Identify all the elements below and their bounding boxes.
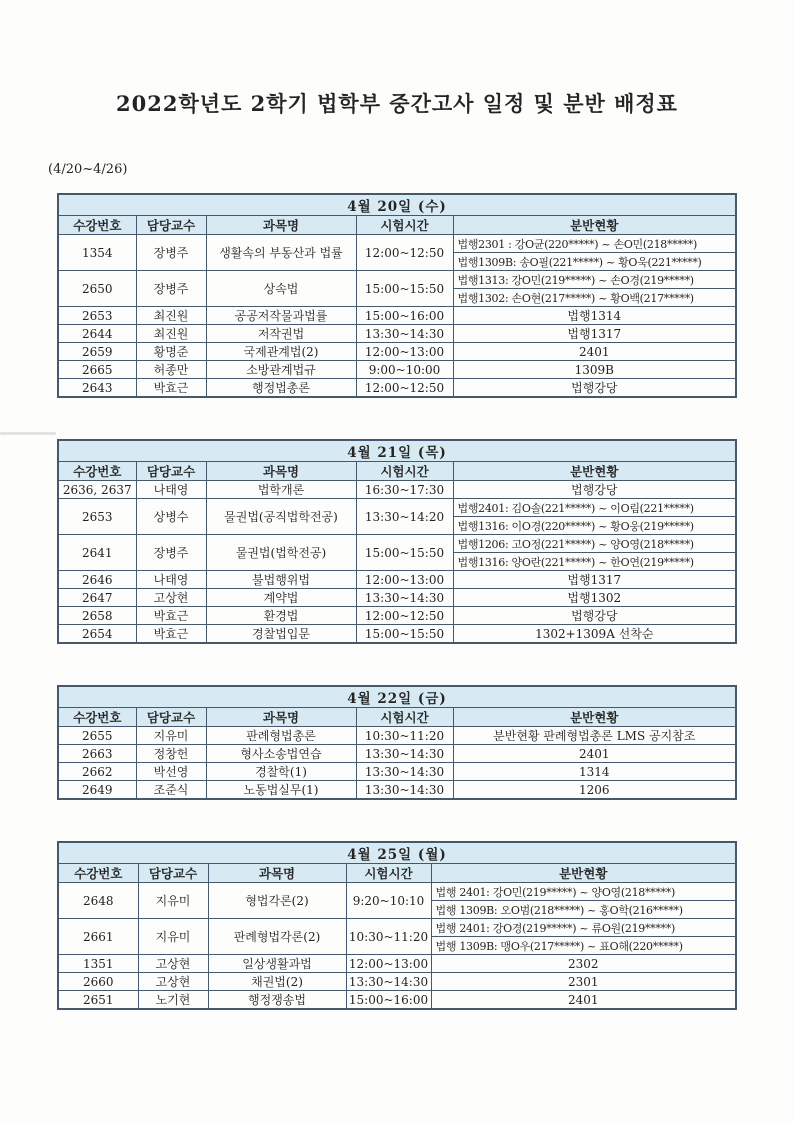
cell-assignment: 1302+1309A 선착순	[453, 625, 736, 644]
schedule-table	[57, 841, 737, 1010]
cell-assignment: 법행1302	[453, 589, 736, 607]
column-header: 과목명	[206, 708, 356, 727]
table-row	[58, 343, 736, 361]
cell-time: 15:00~16:00	[356, 307, 453, 325]
table-row	[58, 781, 736, 800]
cell-time: 16:30~17:30	[356, 481, 453, 499]
cell-assignment: 2302	[431, 955, 736, 973]
table-date-header: 4월 21일 (목)	[58, 440, 736, 462]
cell-professor: 나태영	[136, 481, 206, 499]
table-row	[58, 481, 736, 499]
column-header: 수강번호	[58, 462, 136, 481]
cell-professor: 허종만	[136, 361, 206, 379]
schedule-table	[57, 439, 737, 644]
scan-artifact	[0, 432, 56, 435]
cell-time: 9:20~10:10	[346, 883, 431, 919]
cell-course-no: 2650	[58, 271, 136, 307]
cell-time: 12:00~12:50	[356, 607, 453, 625]
table-row	[58, 955, 736, 973]
cell-subject: 형사소송법연습	[206, 745, 356, 763]
table-row	[58, 307, 736, 325]
cell-subject: 형법각론(2)	[208, 883, 346, 919]
table-row	[58, 361, 736, 379]
cell-professor: 장병주	[136, 271, 206, 307]
column-header: 분반현황	[453, 708, 736, 727]
cell-assignment: 법행1309B: 송O필(221*****) ~ 황O욱(221*****)	[453, 253, 736, 271]
cell-assignment: 법행1317	[453, 571, 736, 589]
column-header: 시험시간	[346, 864, 431, 883]
cell-professor: 황명준	[136, 343, 206, 361]
cell-time: 10:30~11:20	[346, 919, 431, 955]
cell-subject: 노동법실무(1)	[206, 781, 356, 800]
cell-subject: 불법행위법	[206, 571, 356, 589]
cell-course-no: 2636, 2637	[58, 481, 136, 499]
cell-time: 13:30~14:20	[356, 499, 453, 535]
cell-course-no: 1354	[58, 235, 136, 271]
column-header: 시험시간	[356, 708, 453, 727]
cell-professor: 장병주	[136, 235, 206, 271]
table-header-row	[58, 216, 736, 235]
cell-professor: 지유미	[138, 919, 208, 955]
cell-course-no: 1351	[58, 955, 138, 973]
cell-time: 15:00~16:00	[346, 991, 431, 1010]
cell-subject: 경찰법입문	[206, 625, 356, 644]
cell-subject: 환경법	[206, 607, 356, 625]
cell-assignment: 법행 2401: 강O민(219*****) ~ 양O영(218*****)	[431, 883, 736, 901]
table-row	[58, 379, 736, 398]
cell-course-no: 2662	[58, 763, 136, 781]
cell-professor: 박효근	[136, 625, 206, 644]
cell-subject: 채권법(2)	[208, 973, 346, 991]
cell-assignment: 법행1206: 고O정(221*****) ~ 양O영(218*****)	[453, 535, 736, 553]
table-date-header: 4월 20일 (수)	[58, 194, 736, 216]
cell-assignment: 분반현황 판례형법총론 LMS 공지참조	[453, 727, 736, 745]
cell-assignment: 법행1316: 양O란(221*****) ~ 한O연(219*****)	[453, 553, 736, 571]
page-title: 2022학년도 2학기 법학부 중간고사 일정 및 분반 배정표	[116, 91, 678, 116]
cell-time: 12:00~13:00	[356, 571, 453, 589]
cell-subject: 법학개론	[206, 481, 356, 499]
table-row	[58, 499, 736, 517]
table-date-header: 4월 25일 (월)	[58, 842, 736, 864]
cell-time: 15:00~15:50	[356, 535, 453, 571]
cell-professor: 박효근	[136, 379, 206, 398]
cell-professor: 상병수	[136, 499, 206, 535]
cell-subject: 저작권법	[206, 325, 356, 343]
cell-course-no: 2661	[58, 919, 138, 955]
cell-time: 12:00~13:00	[346, 955, 431, 973]
cell-assignment: 2401	[453, 745, 736, 763]
table-row	[58, 745, 736, 763]
cell-course-no: 2653	[58, 307, 136, 325]
cell-time: 13:30~14:30	[356, 763, 453, 781]
cell-course-no: 2648	[58, 883, 138, 919]
table-row	[58, 727, 736, 745]
cell-time: 13:30~14:30	[356, 589, 453, 607]
cell-professor: 정창헌	[136, 745, 206, 763]
cell-subject: 물권법(법학전공)	[206, 535, 356, 571]
cell-subject: 일상생활과법	[208, 955, 346, 973]
schedule-tables	[57, 193, 735, 1010]
cell-time: 13:30~14:30	[356, 781, 453, 800]
cell-assignment: 법행1317	[453, 325, 736, 343]
cell-subject: 경찰학(1)	[206, 763, 356, 781]
table-row	[58, 607, 736, 625]
cell-subject: 소방관계법규	[206, 361, 356, 379]
cell-assignment: 법행1316: 이O경(220*****) ~ 황O웅(219*****)	[453, 517, 736, 535]
column-header: 시험시간	[356, 462, 453, 481]
column-header: 분반현황	[453, 462, 736, 481]
cell-time: 15:00~15:50	[356, 625, 453, 644]
schedule-table	[57, 685, 737, 800]
cell-course-no: 2647	[58, 589, 136, 607]
column-header: 수강번호	[58, 216, 136, 235]
cell-course-no: 2646	[58, 571, 136, 589]
cell-subject: 판례형법총론	[206, 727, 356, 745]
cell-assignment: 법행강당	[453, 379, 736, 398]
cell-assignment: 법행 1309B: 오O범(218*****) ~ 홍O학(216*****)	[431, 901, 736, 919]
cell-subject: 행정쟁송법	[208, 991, 346, 1010]
table-row	[58, 271, 736, 289]
cell-assignment: 법행1313: 강O민(219*****) ~ 손O경(219*****)	[453, 271, 736, 289]
column-header: 과목명	[206, 462, 356, 481]
cell-course-no: 2641	[58, 535, 136, 571]
table-row	[58, 973, 736, 991]
table-row	[58, 883, 736, 901]
schedule-table	[57, 193, 737, 398]
cell-time: 12:00~12:50	[356, 235, 453, 271]
column-header: 시험시간	[356, 216, 453, 235]
cell-time: 10:30~11:20	[356, 727, 453, 745]
cell-assignment: 1309B	[453, 361, 736, 379]
cell-professor: 고상현	[136, 589, 206, 607]
cell-subject: 행정법총론	[206, 379, 356, 398]
cell-assignment: 법행강당	[453, 607, 736, 625]
column-header: 담당교수	[136, 216, 206, 235]
cell-time: 12:00~12:50	[356, 379, 453, 398]
table-row	[58, 589, 736, 607]
cell-assignment: 2401	[453, 343, 736, 361]
cell-assignment: 2401	[431, 991, 736, 1010]
cell-time: 15:00~15:50	[356, 271, 453, 307]
cell-assignment: 법행 1309B: 맹O우(217*****) ~ 표O해(220*****)	[431, 937, 736, 955]
cell-course-no: 2644	[58, 325, 136, 343]
cell-assignment: 2301	[431, 973, 736, 991]
cell-time: 13:30~14:30	[356, 325, 453, 343]
column-header: 수강번호	[58, 708, 136, 727]
cell-professor: 박효근	[136, 607, 206, 625]
column-header: 담당교수	[138, 864, 208, 883]
table-row	[58, 571, 736, 589]
cell-professor: 고상현	[138, 973, 208, 991]
cell-course-no: 2659	[58, 343, 136, 361]
table-header-row	[58, 708, 736, 727]
cell-course-no: 2643	[58, 379, 136, 398]
column-header: 분반현황	[453, 216, 736, 235]
table-row	[58, 535, 736, 553]
cell-course-no: 2655	[58, 727, 136, 745]
table-row	[58, 235, 736, 253]
cell-course-no: 2651	[58, 991, 138, 1010]
cell-assignment: 법행1314	[453, 307, 736, 325]
column-header: 과목명	[208, 864, 346, 883]
column-header: 담당교수	[136, 708, 206, 727]
table-date-header: 4월 22일 (금)	[58, 686, 736, 708]
cell-professor: 조준식	[136, 781, 206, 800]
cell-course-no: 2654	[58, 625, 136, 644]
cell-time: 9:00~10:00	[356, 361, 453, 379]
cell-assignment: 법행2401: 김O솔(221*****) ~ 이O림(221*****)	[453, 499, 736, 517]
cell-assignment: 법행1302: 손O현(217*****) ~ 황O백(217*****)	[453, 289, 736, 307]
cell-time: 12:00~13:00	[356, 343, 453, 361]
cell-course-no: 2649	[58, 781, 136, 800]
cell-professor: 고상현	[138, 955, 208, 973]
cell-subject: 상속법	[206, 271, 356, 307]
cell-subject: 판례형법각론(2)	[208, 919, 346, 955]
column-header: 담당교수	[136, 462, 206, 481]
cell-assignment: 1314	[453, 763, 736, 781]
cell-subject: 생활속의 부동산과 법률	[206, 235, 356, 271]
table-date-row	[58, 842, 736, 864]
table-row	[58, 919, 736, 937]
cell-assignment: 법행 2401: 강O경(219*****) ~ 류O원(219*****)	[431, 919, 736, 937]
date-range-label: (4/20~4/26)	[48, 162, 128, 177]
cell-professor: 장병주	[136, 535, 206, 571]
cell-time: 13:30~14:30	[356, 745, 453, 763]
cell-professor: 최진원	[136, 307, 206, 325]
cell-professor: 지유미	[138, 883, 208, 919]
cell-professor: 최진원	[136, 325, 206, 343]
cell-course-no: 2658	[58, 607, 136, 625]
table-row	[58, 625, 736, 644]
cell-course-no: 2663	[58, 745, 136, 763]
cell-course-no: 2660	[58, 973, 138, 991]
table-date-row	[58, 686, 736, 708]
cell-subject: 국제관계법(2)	[206, 343, 356, 361]
cell-assignment: 법행강당	[453, 481, 736, 499]
cell-subject: 공공저작물과법률	[206, 307, 356, 325]
cell-professor: 나태영	[136, 571, 206, 589]
table-row	[58, 991, 736, 1010]
table-date-row	[58, 440, 736, 462]
table-header-row	[58, 462, 736, 481]
column-header: 분반현황	[431, 864, 736, 883]
cell-professor: 지유미	[136, 727, 206, 745]
cell-subject: 계약법	[206, 589, 356, 607]
table-header-row	[58, 864, 736, 883]
table-date-row	[58, 194, 736, 216]
cell-course-no: 2653	[58, 499, 136, 535]
cell-time: 13:30~14:30	[346, 973, 431, 991]
column-header: 수강번호	[58, 864, 138, 883]
cell-assignment: 1206	[453, 781, 736, 800]
column-header: 과목명	[206, 216, 356, 235]
cell-professor: 박선영	[136, 763, 206, 781]
cell-professor: 노기현	[138, 991, 208, 1010]
cell-assignment: 법행2301 : 강O균(220*****) ~ 손O민(218*****)	[453, 235, 736, 253]
table-row	[58, 763, 736, 781]
cell-course-no: 2665	[58, 361, 136, 379]
cell-subject: 물권법(공직법학전공)	[206, 499, 356, 535]
table-row	[58, 325, 736, 343]
